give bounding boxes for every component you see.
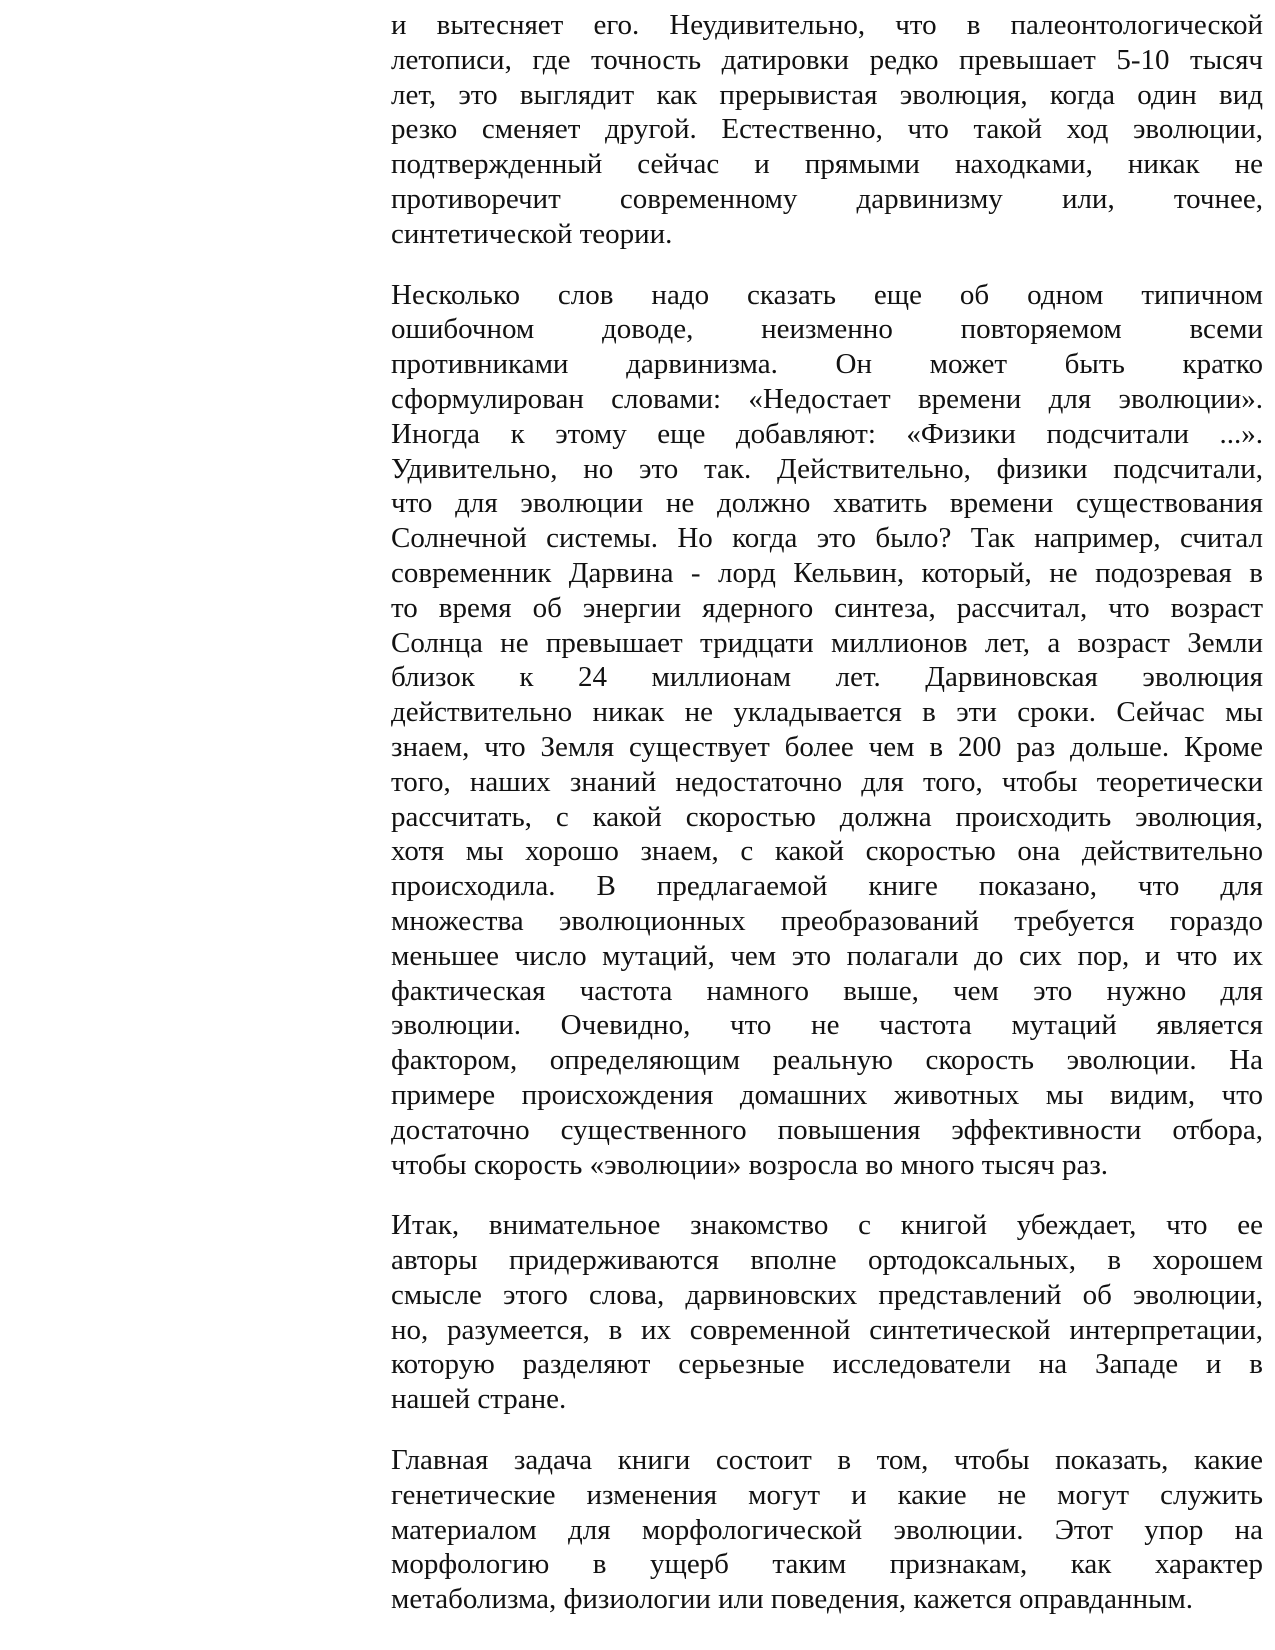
text-line: знаем, что Земля существует более чем в 200 раз дольше. Кроме	[391, 730, 1263, 763]
paragraph	[391, 1208, 1263, 1417]
text-line: синтетической теории.	[391, 217, 673, 250]
text-line: действительно никак не укладывается в эти сроки. Сейчас мы	[391, 696, 1263, 729]
text-line: метаболизма, физиологии или поведения, кажется оправданным.	[391, 1583, 1194, 1616]
text-line: резко сменяет другой. Естественно, что такой ход эволюции,	[391, 113, 1263, 146]
text-line: достаточно существенного повышения эффективности отбора,	[391, 1113, 1263, 1146]
text-line: меньшее число мутаций, чем это полагали до сих пор, и что их	[391, 939, 1263, 972]
paragraph	[391, 1443, 1263, 1617]
text-line: Главная задача книги состоит в том, чтобы показать, какие	[391, 1444, 1263, 1477]
text-line: эволюции. Очевидно, что не частота мутаций является	[391, 1009, 1263, 1042]
text-line: фактическая частота намного выше, чем это нужно для	[391, 974, 1263, 1007]
paragraph	[391, 8, 1263, 252]
text-line: близок к 24 миллионам лет. Дарвиновская эволюция	[391, 661, 1263, 694]
paragraph	[391, 278, 1263, 1183]
text-line: смысле этого слова, дарвиновских представлений об эволюции,	[391, 1278, 1263, 1311]
text-line: Солнечной системы. Но когда это было? Так например, считал	[391, 522, 1263, 555]
text-line: морфологию в ущерб таким признакам, как характер	[391, 1548, 1263, 1581]
text-line: фактором, определяющим реальную скорость эволюции. На	[391, 1044, 1263, 1077]
text-line: ошибочном доводе, неизменно повторяемом всеми	[391, 313, 1263, 346]
text-line: авторы придерживаются вполне ортодоксальных, в хорошем	[391, 1244, 1263, 1277]
text-line: что для эволюции не должно хватить времени существования	[391, 487, 1263, 520]
text-line: летописи, где точность датировки редко превышает 5-10 тысяч	[391, 43, 1263, 76]
text-line: чтобы скорость «эволюции» возросла во много тысяч раз.	[391, 1148, 1109, 1181]
text-line: того, наших знаний недостаточно для того, чтобы теоретически	[391, 765, 1263, 798]
text-line: то время об энергии ядерного синтеза, рассчитал, что возраст	[391, 591, 1263, 624]
text-line: которую разделяют серьезные исследователи на Западе и в	[391, 1348, 1263, 1381]
text-line: подтвержденный сейчас и прямыми находками, никак не	[391, 148, 1263, 181]
text-line: Удивительно, но это так. Действительно, физики подсчитали,	[391, 452, 1263, 485]
text-line: и вытесняет его. Неудивительно, что в палеонтологической	[391, 9, 1263, 41]
text-line: материалом для морфологической эволюции. Этот упор на	[391, 1513, 1263, 1546]
text-line: примере происхождения домашних животных мы видим, что	[391, 1078, 1263, 1111]
text-line: Иногда к этому еще добавляют: «Физики подсчитали ...».	[391, 417, 1263, 450]
text-line: генетические изменения могут и какие не могут служить	[391, 1478, 1263, 1511]
text-line: лет, это выглядит как прерывистая эволюция, когда один вид	[391, 78, 1263, 111]
text-line: сформулирован словами: «Недостает времени для эволюции».	[391, 382, 1263, 415]
text-line: Солнца не превышает тридцати миллионов лет, а возраст Земли	[391, 626, 1263, 659]
text-line: множества эволюционных преобразований требуется гораздо	[391, 904, 1263, 937]
text-line: противниками дарвинизма. Он может быть кратко	[391, 348, 1263, 381]
text-line: происходила. В предлагаемой книге показано, что для	[391, 870, 1263, 903]
text-line: современник Дарвина - лорд Кельвин, который, не подозревая в	[391, 556, 1263, 589]
text-line: нашей стране.	[391, 1383, 567, 1416]
text-line: Итак, внимательное знакомство с книгой убеждает, что ее	[391, 1209, 1263, 1242]
text-block	[391, 8, 1263, 1643]
text-line: но, разумеется, в их современной синтетической интерпретации,	[391, 1313, 1263, 1346]
text-line: хотя мы хорошо знаем, с какой скоростью она действительно	[391, 835, 1263, 868]
text-line: Несколько слов надо сказать еще об одном типичном	[391, 278, 1263, 311]
text-line: противоречит современному дарвинизму или, точнее,	[391, 182, 1263, 215]
text-line: рассчитать, с какой скоростью должна происходить эволюция,	[391, 800, 1263, 833]
